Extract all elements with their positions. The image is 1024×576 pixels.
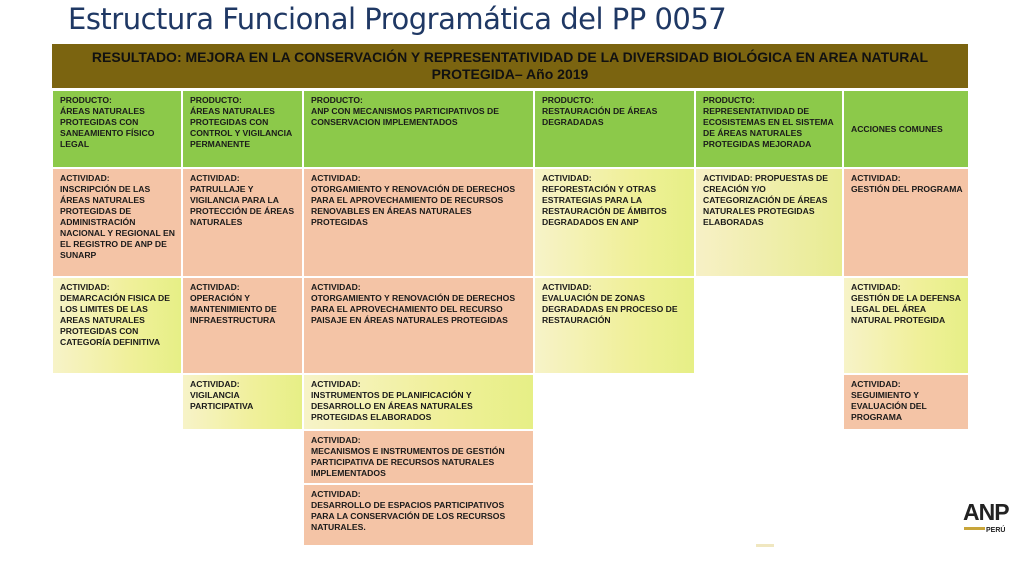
actividad-label: ACTIVIDAD: PROPUESTAS DE CREACIÓN Y/O CATEGORIZACIÓN DE ÁREAS NATURALES PROTEGIDAS ELABORADAS: [703, 173, 828, 227]
actividad-evaluacion-zonas: [534, 277, 695, 374]
actividad-text: SEGUIMIENTO Y EVALUACIÓN DEL PROGRAMA: [851, 390, 927, 422]
actividad-text: INSCRIPCIÓN DE LAS ÁREAS NATURALES PROTEGIDAS DE ADMINISTRACIÓN NACIONAL Y REGIONAL EN EL REGISTRO DE ANP DE SUNARP: [60, 184, 175, 260]
producto-label: PRODUCTO:: [311, 95, 363, 105]
producto-text: REPRESENTATIVIDAD DE ECOSISTEMAS EN EL SISTEMA DE ÁREAS NATURALES PROTEGIDAS MEJORADA: [703, 106, 834, 149]
actividad-text: OTORGAMIENTO Y RENOVACIÓN DE DERECHOS PARA EL APROVECHAMIENTO DE RECURSOS RENOVABLES EN ÁREAS NATURALES PROTEGIDAS: [311, 184, 516, 227]
producto-control-vigilancia: [182, 90, 303, 168]
actividad-otorgamiento-paisaje: [303, 277, 534, 374]
producto-label: PRODUCTO:: [703, 95, 755, 105]
producto-text: ANP CON MECANISMOS PARTICIPATIVOS DE CONSERVACION IMPLEMENTADOS: [311, 106, 499, 127]
anp-logo: ANP: [963, 499, 1009, 525]
acciones-comunes-text: ACCIONES COMUNES: [851, 124, 943, 134]
producto-label: PRODUCTO:: [60, 95, 112, 105]
producto-restauracion: [534, 90, 695, 168]
page-title: Estructura Funcional Programática del PP 0057: [68, 2, 727, 36]
producto-saneamiento: [52, 90, 182, 168]
producto-label: PRODUCTO:: [190, 95, 242, 105]
actividad-text: MECANISMOS E INSTRUMENTOS DE GESTIÓN PARTICIPATIVA DE RECURSOS NATURALES IMPLEMENTADOS: [311, 446, 505, 478]
actividad-label: ACTIVIDAD:: [60, 173, 110, 183]
logo-underline: [964, 527, 985, 530]
actividad-text: REFORESTACIÓN Y OTRAS ESTRATEGIAS PARA LA RESTAURACIÓN DE ÁMBITOS DEGRADADOS EN ANP: [542, 184, 667, 227]
actividad-label: ACTIVIDAD:: [311, 379, 361, 389]
actividad-gestion-programa: [843, 168, 969, 277]
actividad-label: ACTIVIDAD:: [542, 282, 592, 292]
actividad-operacion-mantenimiento: [182, 277, 303, 374]
actividad-label: ACTIVIDAD:: [190, 173, 240, 183]
actividad-label: ACTIVIDAD:: [190, 379, 240, 389]
actividad-label: ACTIVIDAD:: [851, 379, 901, 389]
actividad-text: DESARROLLO DE ESPACIOS PARTICIPATIVOS PARA LA CONSERVACIÓN DE LOS RECURSOS NATURALES.: [311, 500, 506, 532]
actividad-label: ACTIVIDAD:: [60, 282, 110, 292]
actividad-label: ACTIVIDAD:: [311, 435, 361, 445]
actividad-label: ACTIVIDAD:: [311, 489, 361, 499]
actividad-patrullaje: [182, 168, 303, 277]
actividad-label: ACTIVIDAD:: [311, 173, 361, 183]
actividad-seguimiento-evaluacion: [843, 374, 969, 430]
producto-mecanismos-participativos: [303, 90, 534, 168]
actividad-propuestas-creacion: [695, 168, 843, 277]
actividad-otorgamiento-recursos: [303, 168, 534, 277]
actividad-mecanismos-gestion: [303, 430, 534, 484]
actividad-text: OTORGAMIENTO Y RENOVACIÓN DE DERECHOS PARA EL APROVECHAMIENTO DEL RECURSO PAISAJE EN ÁREAS NATURALES PROTEGIDAS: [311, 293, 516, 325]
actividad-reforestacion: [534, 168, 695, 277]
anp-logo-subtext: PERÚ: [986, 527, 1006, 534]
actividad-label: ACTIVIDAD:: [542, 173, 592, 183]
actividad-label: ACTIVIDAD:: [851, 173, 901, 183]
actividad-text: OPERACIÓN Y MANTENIMIENTO DE INFRAESTRUCTURA: [190, 293, 277, 325]
decorative-line: [756, 544, 774, 547]
producto-text: ÁREAS NATURALES PROTEGIDAS CON CONTROL Y VIGILANCIA PERMANENTE: [190, 106, 292, 149]
actividad-text: VIGILANCIA PARTICIPATIVA: [190, 390, 254, 411]
acciones-comunes-header: [843, 90, 969, 168]
actividad-label: ACTIVIDAD:: [190, 282, 240, 292]
actividad-instrumentos-planificacion: [303, 374, 534, 430]
producto-text: ÁREAS NATURALES PROTEGIDAS CON SANEAMIENTO FÍSICO LEGAL: [60, 106, 155, 149]
actividad-text: INSTRUMENTOS DE PLANIFICACIÓN Y DESARROLLO EN ÁREAS NATURALES PROTEGIDAS ELABORADOS: [311, 390, 473, 422]
actividad-inscripcion: [52, 168, 182, 277]
actividad-text: EVALUACIÓN DE ZONAS DEGRADADAS EN PROCESO DE RESTAURACIÓN: [542, 293, 678, 325]
producto-text: RESTAURACIÓN DE ÁREAS DEGRADADAS: [542, 106, 658, 127]
actividad-defensa-legal: [843, 277, 969, 374]
actividad-text: DEMARCACIÓN FISICA DE LOS LIMITES DE LAS AREAS NATURALES PROTEGIDAS CON CATEGORÍA DEFINITIVA: [60, 293, 170, 347]
actividad-vigilancia-participativa: [182, 374, 303, 430]
actividad-text: GESTIÓN DE LA DEFENSA LEGAL DEL ÁREA NATURAL PROTEGIDA: [851, 293, 961, 325]
result-banner: RESULTADO: MEJORA EN LA CONSERVACIÓN Y REPRESENTATIVIDAD DE LA DIVERSIDAD BIOLÓGICA EN AREA NATURAL PROTEGIDA– Año 2019: [52, 44, 968, 88]
actividad-label: ACTIVIDAD:: [851, 282, 901, 292]
actividad-demarcacion: [52, 277, 182, 374]
producto-label: PRODUCTO:: [542, 95, 594, 105]
producto-representatividad: [695, 90, 843, 168]
actividad-text: GESTIÓN DEL PROGRAMA: [851, 184, 963, 194]
actividad-text: PATRULLAJE Y VIGILANCIA PARA LA PROTECCIÓN DE ÁREAS NATURALES: [190, 184, 295, 227]
actividad-espacios-participativos: [303, 484, 534, 546]
actividad-label: ACTIVIDAD:: [311, 282, 361, 292]
